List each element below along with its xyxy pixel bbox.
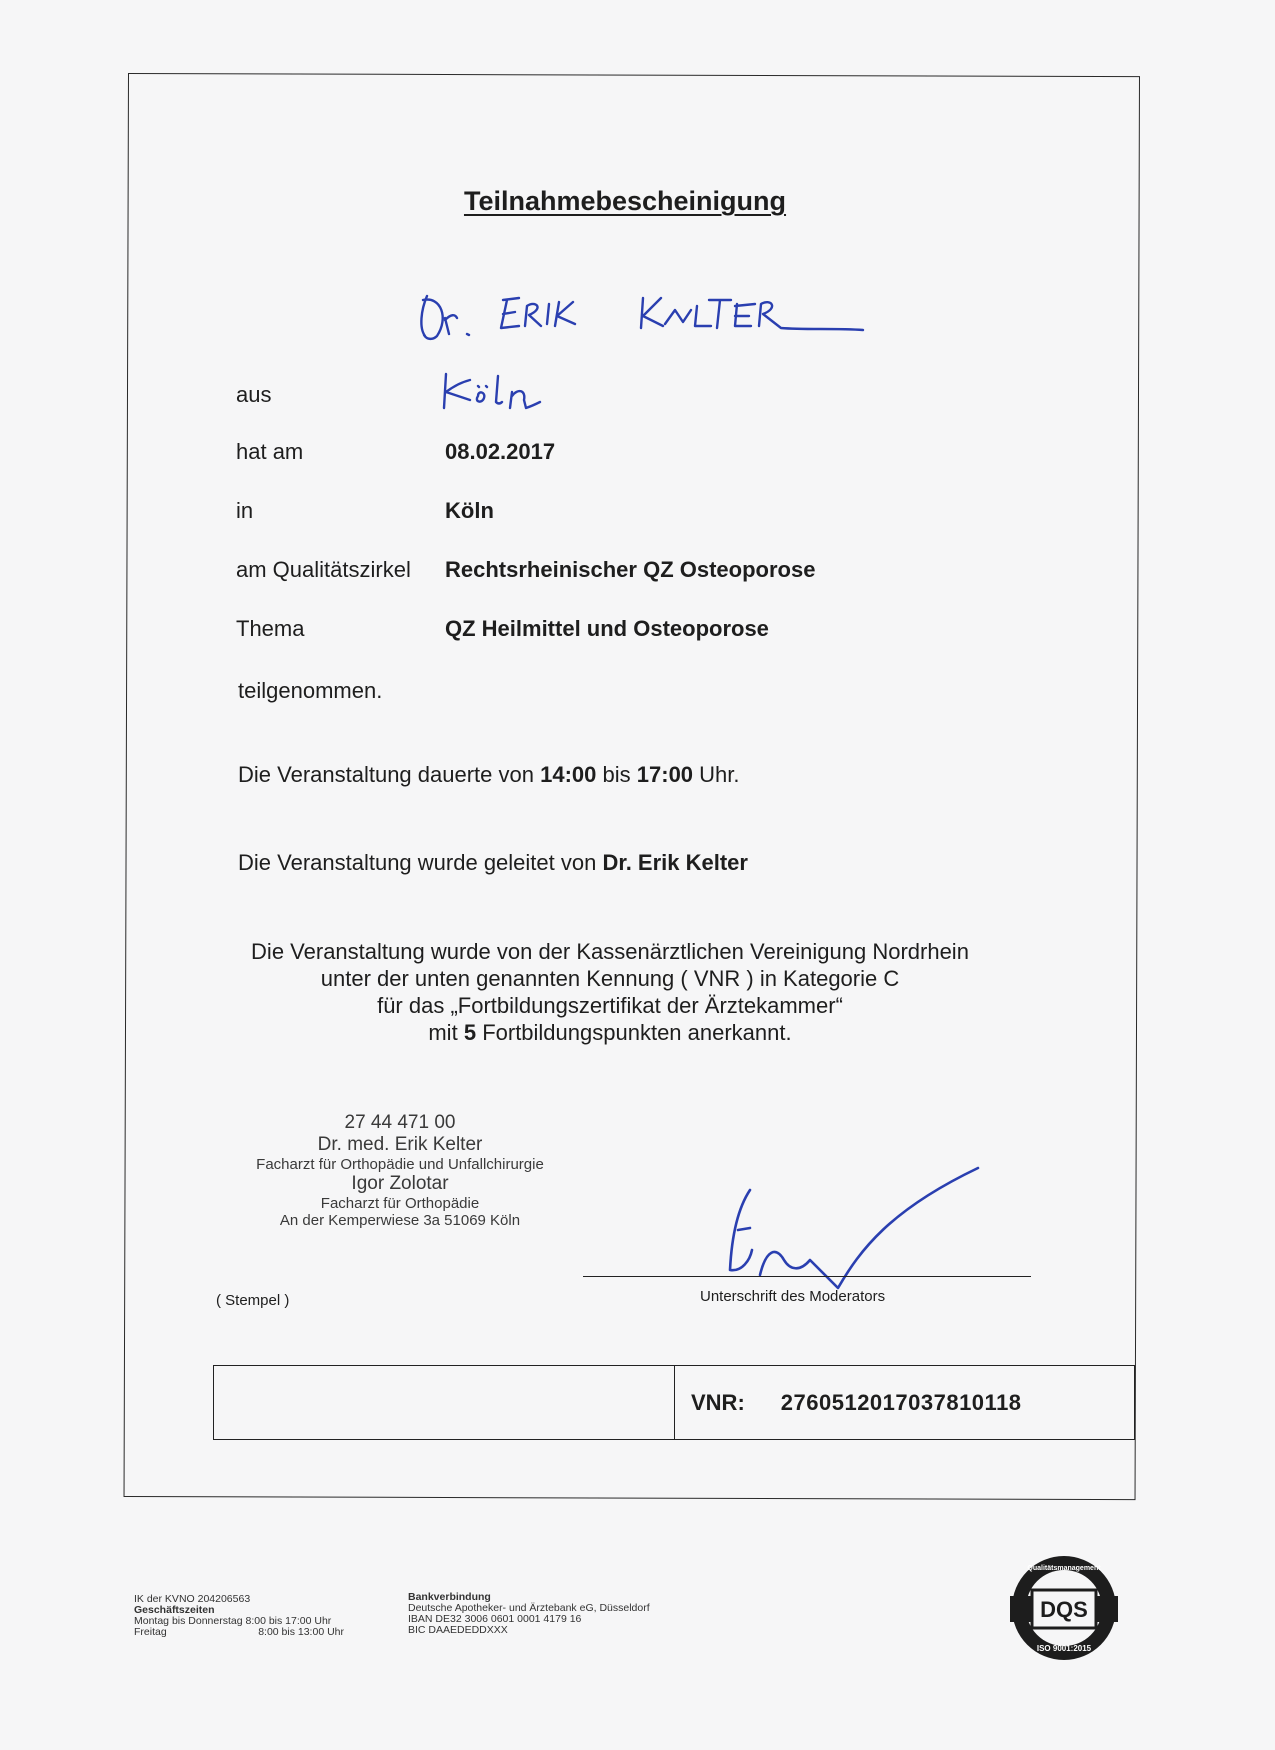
signature-line <box>583 1276 1031 1277</box>
credit-points: 5 <box>463 1020 477 1045</box>
duration-sentence: Die Veranstaltung dauerte von 14:00 bis 17:00 Uhr. <box>238 762 740 787</box>
vnr-label: VNR: <box>691 1389 745 1415</box>
row-label-place: in <box>236 498 254 523</box>
duration-end: 17:00 <box>636 762 694 787</box>
leader-name: Dr. Erik Kelter <box>602 850 748 875</box>
row-value-place: Köln <box>445 498 494 523</box>
dqs-certification-logo <box>1008 1552 1120 1664</box>
row-label-date: hat am <box>236 439 304 464</box>
signature-caption: Unterschrift des Moderators <box>700 1288 886 1305</box>
row-label-aus: aus <box>236 382 272 407</box>
footer-hours-title: Geschäftszeiten <box>134 1604 215 1616</box>
footer-hours-line1: Montag bis Donnerstag 8:00 bis 17:00 Uhr <box>134 1615 332 1627</box>
handwritten-city <box>440 368 560 418</box>
recognition-paragraph: Die Veranstaltung wurde von der Kassenärztlichen Vereinigung Nordrhein unter der unten genannten Kennung ( VNR ) in Kategorie C für das „Fortbildungszertifikat der Ärztekammer“ mit 5 Fortbildungspunkten anerkannt. <box>251 939 969 1045</box>
svg-text:ISO 9001:2015: ISO 9001:2015 <box>1036 1644 1092 1653</box>
footer-ik: IK der KVNO 204206563 <box>134 1593 251 1605</box>
certificate-title: Teilnahmebescheinigung <box>463 186 787 216</box>
stamp-caption: ( Stempel ) <box>216 1292 290 1309</box>
row-label-circle: am Qualitätszirkel <box>236 557 411 582</box>
row-value-circle: Rechtsrheinischer QZ Osteoporose <box>445 557 816 582</box>
handwritten-name <box>415 288 865 348</box>
leader-sentence: Die Veranstaltung wurde geleitet von Dr. Erik Kelter <box>238 850 748 875</box>
moderator-signature <box>720 1160 990 1295</box>
vnr-cell <box>675 1366 1134 1439</box>
practice-stamp: 27 44 471 00 Dr. med. Erik Kelter Facharzt für Orthopädie und Unfallchirurgie Igor Zolotar Facharzt für Orthopädie An der Kemperwiese 3a 51069 Köln <box>256 1112 544 1229</box>
closing-text: teilgenommen. <box>238 678 383 703</box>
duration-start: 14:00 <box>540 762 597 787</box>
svg-text:Qualitätsmanagement: Qualitätsmanagement <box>1027 1565 1101 1572</box>
svg-text:DQS: DQS <box>1040 1597 1088 1622</box>
vnr-empty-cell <box>214 1366 675 1439</box>
footer-bank: Bankverbindung Deutsche Apotheker- und Ärztebank eG, Düsseldorf IBAN DE32 3006 0601 0001 4179 16 BIC DAAEDEDDXXX <box>408 1591 650 1636</box>
vnr-number: 2760512017037810118 <box>780 1389 1022 1415</box>
footer-bank-title: Bankverbindung <box>408 1591 491 1603</box>
row-value-topic: QZ Heilmittel und Osteoporose <box>445 616 769 641</box>
footer-left: IK der KVNO 204206563 Geschäftszeiten Montag bis Donnerstag 8:00 bis 17:00 Uhr Freitag 8:00 bis 13:00 Uhr <box>134 1593 344 1638</box>
row-label-topic: Thema <box>236 616 305 641</box>
vnr-box <box>213 1365 1135 1440</box>
row-value-date: 08.02.2017 <box>445 439 556 464</box>
